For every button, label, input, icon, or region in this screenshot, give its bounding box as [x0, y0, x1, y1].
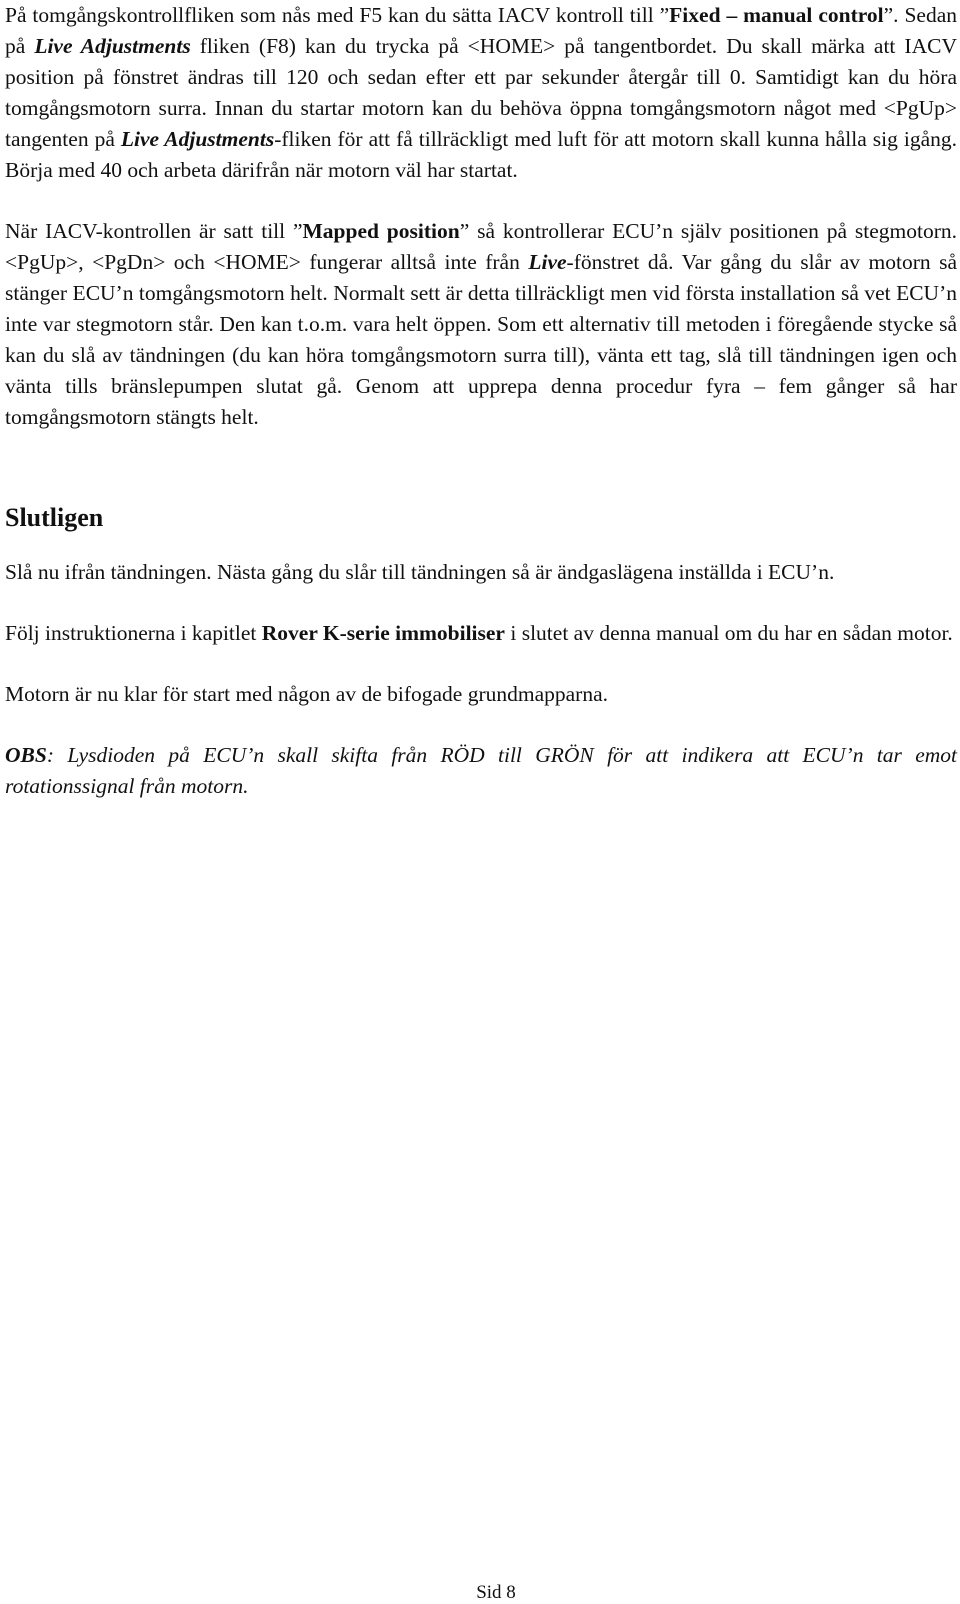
text-run: ”. Sedan på: [5, 3, 957, 58]
paragraph-immobiliser: [5, 618, 957, 649]
text-run: ” så kontrollerar ECU’n själv positionen på stegmotorn. <PgUp>, <PgDn> och <HOME> fungerar alltså inte från: [5, 219, 957, 274]
text-run: Följ instruktionerna i kapitlet: [5, 621, 262, 645]
obs-label: OBS: [5, 743, 47, 767]
obs-text: : Lysdioden på ECU’n skall skifta från RÖD till GRÖN för att indikera att ECU’n tar emot rotationssignal från motorn.: [5, 743, 957, 798]
document-body: [5, 0, 957, 802]
bold-term-fixed-manual-control: Fixed – manual control: [669, 3, 884, 27]
text-run: -fliken för att få tillräckligt med luft för att motorn skall kunna hålla sig igång. Börja med 40 och arbeta därifrån när motorn väl har startat.: [5, 127, 957, 182]
text-run: i slutet av denna manual om du har en sådan motor.: [504, 621, 953, 645]
page-number: Sid 8: [476, 1582, 516, 1603]
bold-italic-live: Live: [528, 250, 567, 274]
section-heading: Slutligen: [5, 503, 104, 532]
bold-italic-live-adjustments: Live Adjustments: [120, 127, 275, 151]
text-run: När IACV-kontrollen är satt till ”: [5, 219, 303, 243]
bold-term-rover-immobiliser: Rover K-serie immobiliser: [261, 621, 505, 645]
text-run: -fönstret då. Var gång du slår av motorn så stänger ECU’n tomgångsmotorn helt. Normalt sett är detta tillräckligt men vid första installation så vet ECU’n inte var stegmotorn står. Den kan t.o.m. vara helt öppen. Som ett alternativ till metoden i föregående stycke så kan du slå av tändningen (du kan höra tomgångsmotorn surra till), vänta ett tag, slå till tändningen igen och vänta tills bränslepumpen slutat gå. Genom att upprepa denna procedur fyra – fem gånger så har tomgångsmotorn stängts helt.: [5, 250, 958, 429]
paragraph-obs-note: [5, 740, 957, 802]
bold-italic-live-adjustments: Live Adjustments: [34, 34, 191, 58]
paragraph-ignition-off: Slå nu ifrån tändningen. Nästa gång du slår till tändningen så är ändgaslägena inställda i ECU’n.: [5, 560, 835, 584]
text-run: fliken (F8) kan du trycka på <HOME> på tangentbordet. Du skall märka att IACV position på fönstret ändras till 120 och sedan efter ett par sekunder återgår till 0. Samtidigt kan du höra tomgångsmotorn surra. Innan du startar motorn kan du behöva öppna tomgångsmotorn något med <PgUp> tangenten på: [5, 34, 957, 151]
paragraph-mapped-position: [5, 216, 957, 433]
bold-term-mapped-position: Mapped position: [302, 219, 460, 243]
paragraph-iacv-fixed-control: [5, 0, 957, 186]
text-run: På tomgångskontrollfliken som nås med F5 kan du sätta IACV kontroll till ”: [5, 3, 670, 27]
paragraph-ready-to-start: Motorn är nu klar för start med någon av de bifogade grundmapparna.: [5, 682, 608, 706]
